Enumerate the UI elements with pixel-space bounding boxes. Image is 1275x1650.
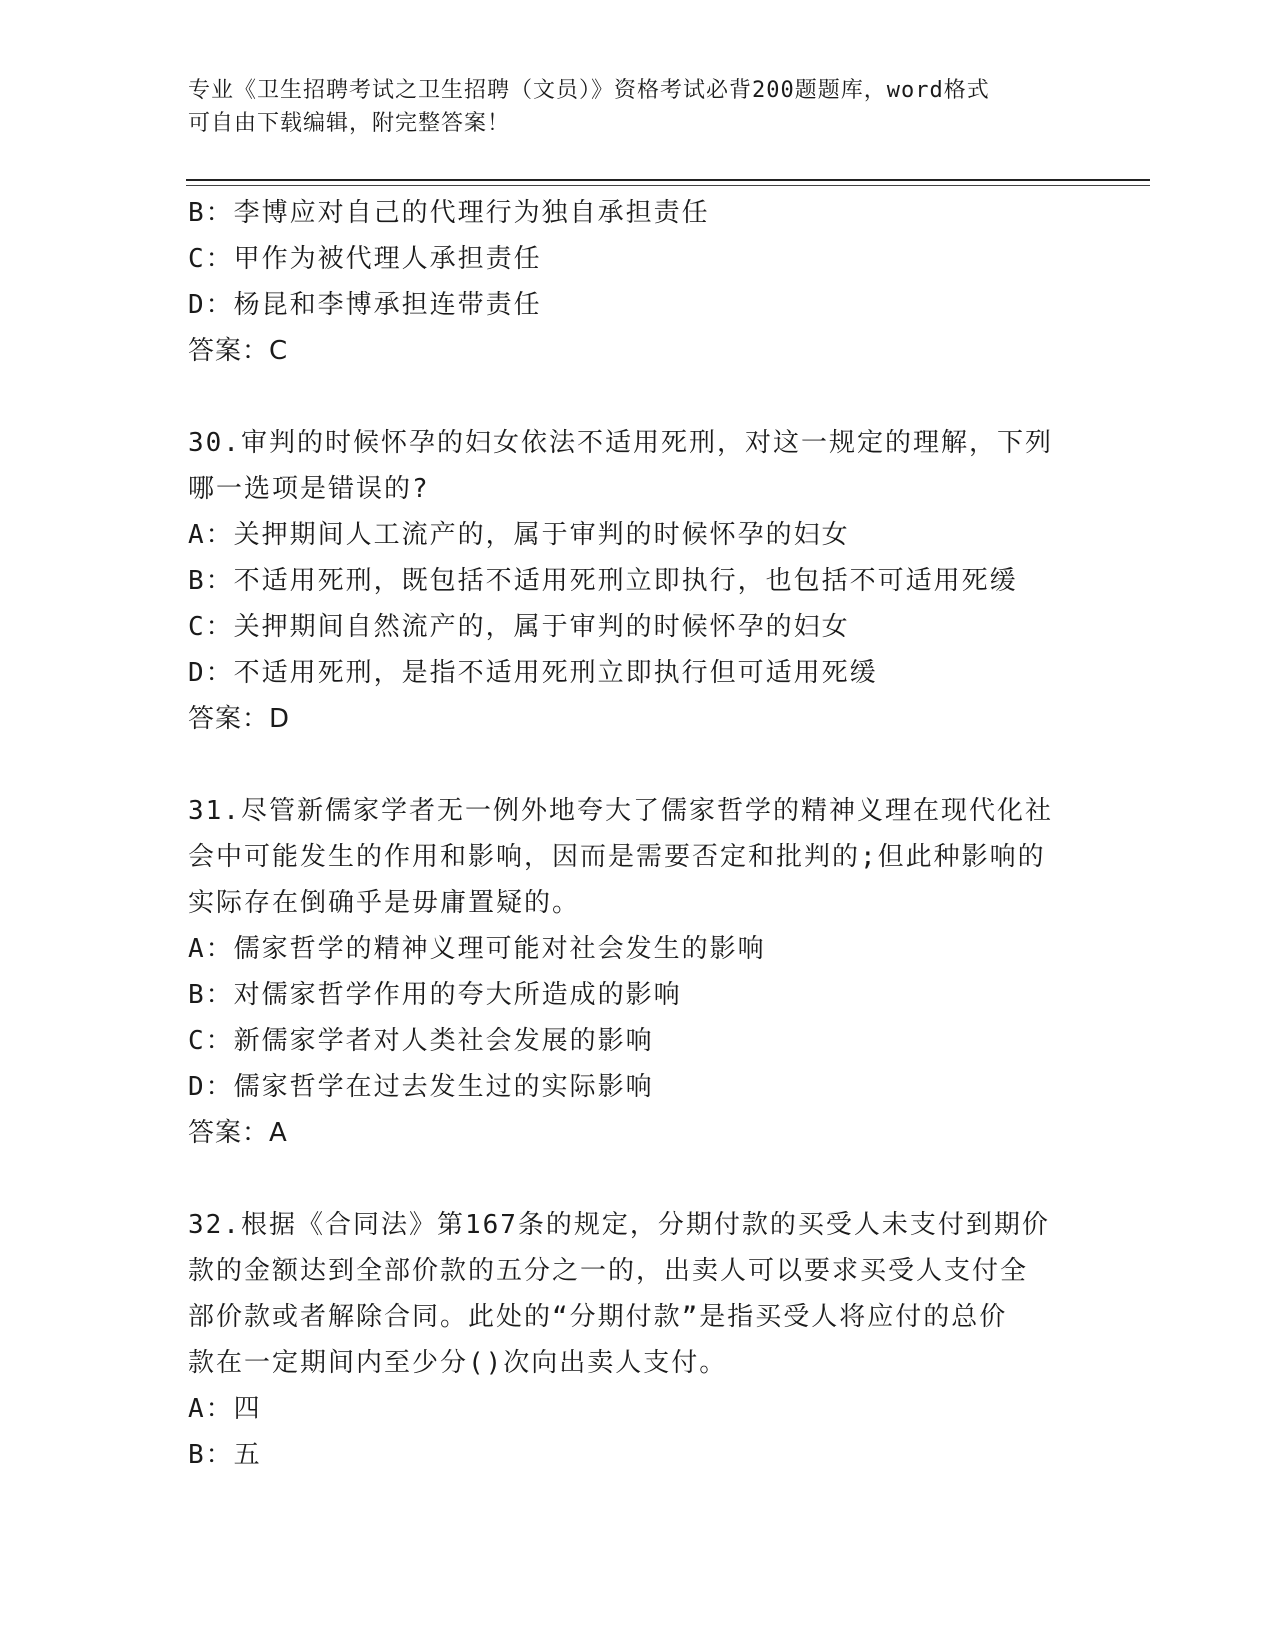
option-c: C：甲作为被代理人承担责任 bbox=[188, 244, 542, 274]
question-text-line: 款的金额达到全部价款的五分之一的，出卖人可以要求买受人支付全 bbox=[188, 1256, 1029, 1286]
header-line-2: 可自由下载编辑，附完整答案！ bbox=[188, 111, 511, 136]
option-d: D：儒家哲学在过去发生过的实际影响 bbox=[188, 1072, 654, 1102]
option-b: B：不适用死刑，既包括不适用死刑立即执行，也包括不可适用死缓 bbox=[188, 566, 1018, 596]
option-c: C：新儒家学者对人类社会发展的影响 bbox=[188, 1026, 654, 1056]
question-31 bbox=[188, 788, 1068, 1156]
question-text-line: 哪一选项是错误的? bbox=[188, 474, 430, 504]
answer-line: 答案：D bbox=[188, 704, 291, 734]
question-text-line: 实际存在倒确乎是毋庸置疑的。 bbox=[188, 888, 581, 918]
option-d: D：杨昆和李博承担连带责任 bbox=[188, 290, 542, 320]
question-29-continuation bbox=[188, 190, 1068, 374]
option-a: A：儒家哲学的精神义理可能对社会发生的影响 bbox=[188, 934, 766, 964]
header-line-1: 专业《卫生招聘考试之卫生招聘（文员）》资格考试必背200题题库，word格式 bbox=[188, 78, 990, 103]
option-a: A：四 bbox=[188, 1394, 262, 1424]
answer-line: 答案：A bbox=[188, 1118, 288, 1148]
page-header bbox=[188, 74, 1068, 140]
question-text-line: 部价款或者解除合同。此处的“分期付款”是指买受人将应付的总价 bbox=[188, 1302, 1008, 1332]
question-text-line: 31.尽管新儒家学者无一例外地夸大了儒家哲学的精神义理在现代化社 bbox=[188, 796, 1053, 826]
option-b: B：五 bbox=[188, 1440, 262, 1470]
question-text-line: 30.审判的时候怀孕的妇女依法不适用死刑，对这一规定的理解，下列 bbox=[188, 428, 1053, 458]
answer-line: 答案：C bbox=[188, 336, 289, 366]
option-b: B：对儒家哲学作用的夸大所造成的影响 bbox=[188, 980, 682, 1010]
option-a: A：关押期间人工流产的，属于审判的时候怀孕的妇女 bbox=[188, 520, 850, 550]
question-text-line: 32.根据《合同法》第167条的规定，分期付款的买受人未支付到期价 bbox=[188, 1210, 1050, 1240]
header-divider-thick bbox=[186, 179, 1150, 181]
spacer bbox=[188, 1156, 1068, 1202]
spacer bbox=[188, 374, 1068, 420]
question-30 bbox=[188, 420, 1068, 742]
spacer bbox=[188, 742, 1068, 788]
question-text-line: 款在一定期间内至少分()次向出卖人支付。 bbox=[188, 1348, 728, 1378]
question-list bbox=[188, 190, 1068, 1478]
option-b: B：李博应对自己的代理行为独自承担责任 bbox=[188, 198, 710, 228]
option-c: C：关押期间自然流产的，属于审判的时候怀孕的妇女 bbox=[188, 612, 850, 642]
header-divider-thin bbox=[186, 185, 1150, 186]
question-32 bbox=[188, 1202, 1068, 1478]
question-text-line: 会中可能发生的作用和影响，因而是需要否定和批判的;但此种影响的 bbox=[188, 842, 1046, 872]
option-d: D：不适用死刑，是指不适用死刑立即执行但可适用死缓 bbox=[188, 658, 878, 688]
